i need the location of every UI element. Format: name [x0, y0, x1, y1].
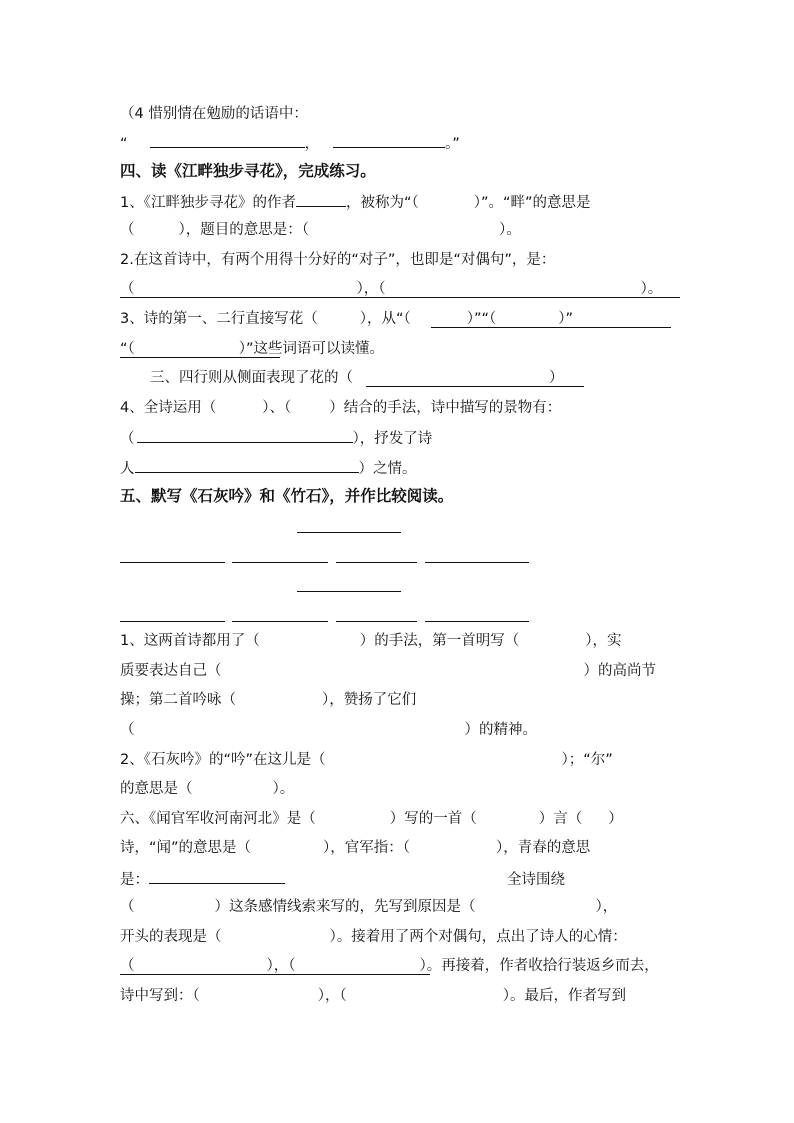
line-text: 六、《闻官军收河南河北》是（: [120, 811, 316, 827]
text-line: [120, 868, 565, 890]
line-text: （: [120, 958, 135, 974]
line-text: ），（: [266, 958, 296, 974]
line-text: ），青春的意思: [496, 840, 591, 856]
poem-line-blank[interactable]: [336, 562, 417, 563]
line-text: ）”: [558, 311, 574, 327]
line-text: 质要表达自己（: [120, 663, 222, 679]
section-heading: [120, 486, 453, 506]
line-text: ），（: [317, 988, 347, 1004]
text-line: [120, 631, 621, 651]
line-text: ）之情。: [358, 461, 417, 477]
line-text: 3、诗的第一、二行直接写花（: [120, 311, 318, 327]
line-text: ）”这些词语可以读懂。: [238, 341, 385, 357]
line-text: ）；“尔”: [561, 752, 613, 768]
line-text: 。”: [445, 136, 460, 152]
text-line: [120, 927, 627, 947]
line-text: ）: [549, 370, 564, 386]
text-line: [120, 398, 561, 418]
text-line: [120, 250, 555, 270]
line-text: ）。: [499, 222, 521, 238]
heading-text: 五、默写《石灰吟》和《竹石》，并作比较阅读。: [120, 487, 454, 505]
line-text: ）。最后，作者写到: [502, 988, 626, 1004]
line-text: ）、（: [262, 400, 292, 416]
line-text: ）写的一首（: [389, 811, 477, 827]
underline: [120, 297, 680, 298]
text-line: [120, 809, 623, 829]
text-line: [120, 838, 590, 858]
text-line: [120, 956, 659, 976]
line-text: ），官军指：（: [323, 840, 411, 856]
blank-field[interactable]: [296, 191, 346, 207]
line-text: ）”“（: [466, 311, 497, 327]
line-text: ），题目的意思是：（: [178, 222, 309, 238]
text-line: [120, 220, 521, 240]
line-text: ）言（: [538, 811, 583, 827]
line-text: ）结合的手法，诗中描写的景物有：: [329, 400, 562, 416]
line-text: （: [120, 222, 135, 238]
line-text: ）的手法，第一首明写（: [359, 633, 520, 649]
line-text: 全诗围绕: [507, 872, 565, 888]
line-text: （4 惜别情在勉励的话语中：: [120, 106, 308, 122]
line-text: 诗，“闻”的意思是（: [120, 840, 252, 856]
poem-title-blank[interactable]: [297, 532, 401, 533]
line-text: ）这条感情线索来写的，先写到原因是（: [214, 899, 476, 915]
line-text: 人: [120, 461, 135, 477]
text-line: [120, 309, 573, 329]
text-line: [120, 750, 613, 770]
line-text: “: [120, 136, 128, 152]
line-text: ），赞扬了它们: [322, 692, 417, 708]
line-text: ）。: [640, 281, 663, 297]
line-text: 2.在这首诗中，有两个用得十分好的“对子”，也即是“对偶句”，是：: [120, 252, 556, 268]
text-line: [120, 427, 432, 449]
text-line: [150, 368, 564, 388]
line-text: （: [120, 281, 135, 297]
poem-line-blank[interactable]: [336, 621, 417, 622]
line-text: ）”。“畔”的意思是: [473, 195, 591, 211]
poem-line-blank[interactable]: [425, 621, 529, 622]
blank-field[interactable]: [149, 868, 285, 884]
line-text: ）的高尚节: [583, 663, 656, 679]
text-line: [120, 779, 294, 799]
line-text: 的意思是（: [120, 781, 193, 797]
poem-line-blank[interactable]: [232, 562, 328, 563]
underline: [120, 974, 430, 975]
text-line: [120, 191, 591, 213]
line-text: ，: [304, 136, 320, 152]
text-line: [120, 690, 416, 710]
line-text: 1、这两首诗都用了（: [120, 633, 260, 649]
blank-field[interactable]: [135, 457, 359, 473]
heading-text: 四、读《江畔独步寻花》，完成练习。: [120, 162, 376, 180]
underline: [120, 357, 280, 358]
line-text: （: [120, 431, 135, 447]
text-line: [120, 661, 656, 681]
underline: [431, 327, 671, 328]
line-text: 2、《石灰吟》的“吟”在这儿是（: [120, 752, 326, 768]
line-text: ），实: [585, 633, 622, 649]
text-line: [120, 279, 662, 299]
line-text: “（: [120, 341, 135, 357]
line-text: ），: [595, 899, 618, 915]
line-text: 操；第二首吟咏（: [120, 692, 236, 708]
line-text: 诗中写到：（: [120, 988, 200, 1004]
line-text: 1、《江畔独步寻花》的作者: [120, 195, 296, 211]
line-text: ）。: [272, 781, 295, 797]
line-text: ）: [608, 811, 623, 827]
line-text: ）。再接着，作者收拾行装返乡而去，: [419, 958, 659, 974]
line-text: （: [120, 722, 135, 738]
text-line: [120, 104, 308, 124]
text-line: [120, 132, 460, 154]
poem-line-blank[interactable]: [120, 562, 225, 563]
underline: [366, 386, 584, 387]
line-text: ），从“（: [359, 311, 411, 327]
line-text: ，被称为“（: [345, 195, 419, 211]
poem-line-blank[interactable]: [232, 621, 328, 622]
line-text: ）的精神。: [464, 722, 537, 738]
line-text: 是：: [120, 872, 149, 888]
poem-line-blank[interactable]: [425, 562, 529, 563]
blank-field[interactable]: [150, 132, 305, 148]
blank-field[interactable]: [137, 427, 353, 443]
blank-field[interactable]: [333, 132, 445, 148]
text-line: [120, 986, 626, 1006]
line-text: ），（: [356, 281, 386, 297]
line-text: （: [120, 899, 135, 915]
text-line: [120, 339, 384, 359]
poem-title-blank[interactable]: [297, 591, 401, 592]
text-line: [120, 720, 537, 740]
line-text: 三、四行则从侧面表现了花的（: [150, 370, 353, 386]
line-text: 开头的表现是（: [120, 929, 222, 945]
line-text: ），抒发了诗: [352, 431, 433, 447]
text-line: [120, 897, 617, 917]
text-line: [120, 457, 417, 479]
section-heading: [120, 161, 376, 181]
line-text: ）。接着用了两个对偶句，点出了诗人的心情：: [329, 929, 627, 945]
poem-line-blank[interactable]: [120, 621, 225, 622]
line-text: 4、全诗运用（: [120, 400, 217, 416]
